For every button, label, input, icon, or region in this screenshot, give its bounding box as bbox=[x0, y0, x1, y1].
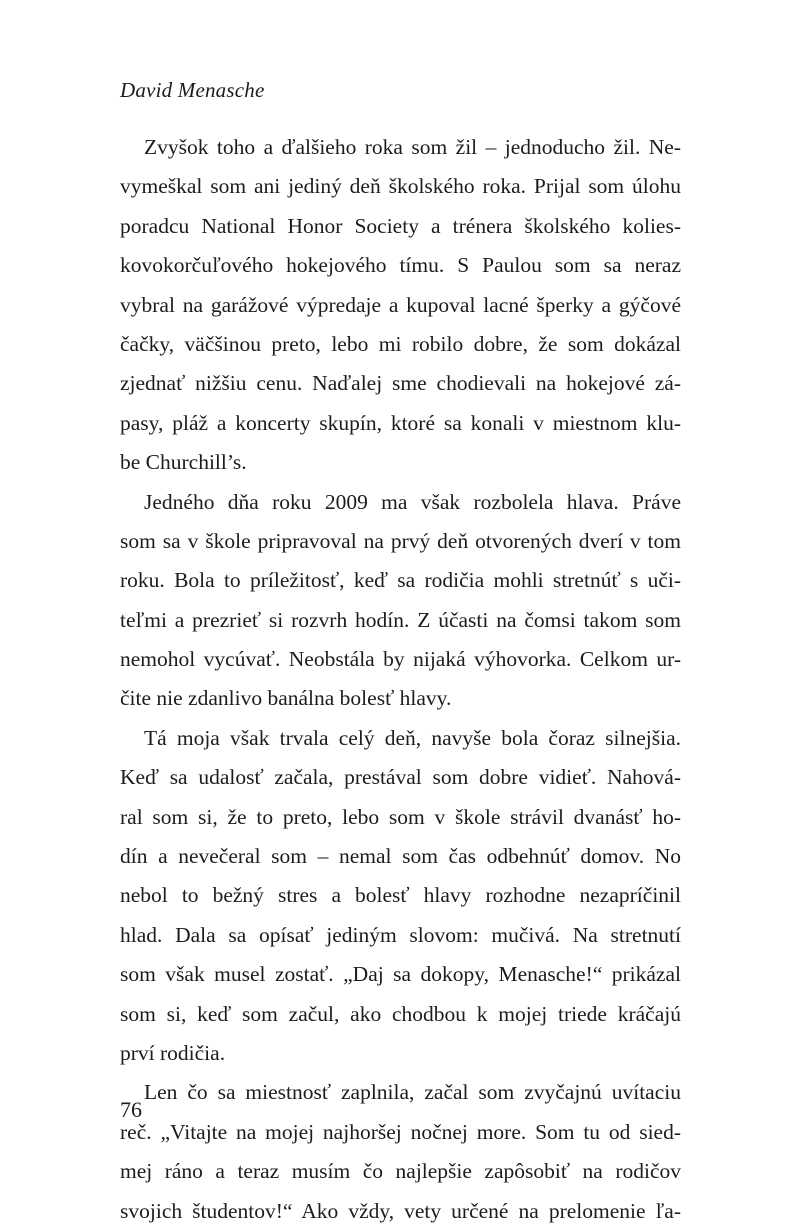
text-line: Len čo sa miestnosť zaplnila, začal som zvyčajnú uvítaciu bbox=[144, 1080, 681, 1105]
text-line: prví rodičia. bbox=[120, 1040, 226, 1065]
text-line: čačky, väčšinou preto, lebo mi robilo dobre, že som dokázal bbox=[120, 331, 681, 356]
text-line: teľmi a prezrieť si rozvrh hodín. Z účasti na čomsi takom som bbox=[120, 607, 681, 632]
text-line: vymeškal som ani jediný deň školského roka. Prijal som úlohu bbox=[120, 174, 681, 199]
text-line: dín a nevečeral som – nemal som čas odbehnúť domov. No bbox=[120, 844, 681, 869]
text-line: Tá moja však trvala celý deň, navyše bola čoraz silnejšia. bbox=[144, 725, 681, 750]
text-line: Keď sa udalosť začala, prestával som dobre vidieť. Nahová- bbox=[120, 765, 681, 790]
body-text bbox=[120, 128, 681, 1231]
text-line: čite nie zdanlivo banálna bolesť hlavy. bbox=[120, 686, 452, 711]
text-line: Zvyšok toho a ďalšieho roka som žil – jednoducho žil. Ne- bbox=[144, 135, 681, 159]
text-line: som však musel zostať. „Daj sa dokopy, Menasche!“ prikázal bbox=[120, 962, 681, 987]
text-line: pasy, pláž a koncerty skupín, ktoré sa konali v miestnom klu- bbox=[120, 410, 681, 435]
text-line: nebol to bežný stres a bolesť hlavy rozhodne nezapríčinil bbox=[120, 883, 681, 908]
text-line: vybral na garážové výpredaje a kupoval lacné šperky a gýčové bbox=[120, 292, 681, 317]
text-line: som sa v škole pripravoval na prvý deň otvorených dverí v tom bbox=[120, 528, 681, 553]
text-line: Jedného dňa roku 2009 ma však rozbolela hlava. Práve bbox=[144, 489, 681, 514]
text-line: poradcu National Honor Society a trénera školského kolies- bbox=[120, 213, 681, 238]
text-line: kovokorčuľového hokejového tímu. S Paulou som sa neraz bbox=[120, 253, 681, 278]
text-line: svojich študentov!“ Ako vždy, vety určené na prelomenie ľa- bbox=[120, 1198, 681, 1223]
paragraph bbox=[120, 483, 681, 719]
text-line: be Churchill’s. bbox=[120, 450, 247, 475]
text-line: zjednať nižšiu cenu. Naďalej sme chodievali na hokejové zá- bbox=[120, 371, 681, 396]
page-number: 76 bbox=[120, 1097, 142, 1122]
paragraph bbox=[120, 1073, 681, 1231]
text-line: reč. „Vitajte na mojej najhoršej nočnej more. Som tu od sied- bbox=[120, 1119, 681, 1144]
text-line: roku. Bola to príležitosť, keď sa rodičia mohli stretnúť s uči- bbox=[120, 568, 681, 593]
running-head: David Menasche bbox=[120, 78, 265, 102]
text-line: ral som si, že to preto, lebo som v škole strávil dvanásť ho- bbox=[120, 804, 681, 829]
text-line: nemohol vycúvať. Neobstála by nijaká výhovorka. Celkom ur- bbox=[120, 647, 681, 672]
text-line: som si, keď som začul, ako chodbou k mojej triede kráčajú bbox=[120, 1001, 681, 1026]
paragraph bbox=[120, 719, 681, 1074]
paragraph bbox=[120, 128, 681, 483]
text-line: mej ráno a teraz musím čo najlepšie zapôsobiť na rodičov bbox=[120, 1159, 681, 1184]
text-line: hlad. Dala sa opísať jediným slovom: mučivá. Na stretnutí bbox=[120, 922, 681, 947]
